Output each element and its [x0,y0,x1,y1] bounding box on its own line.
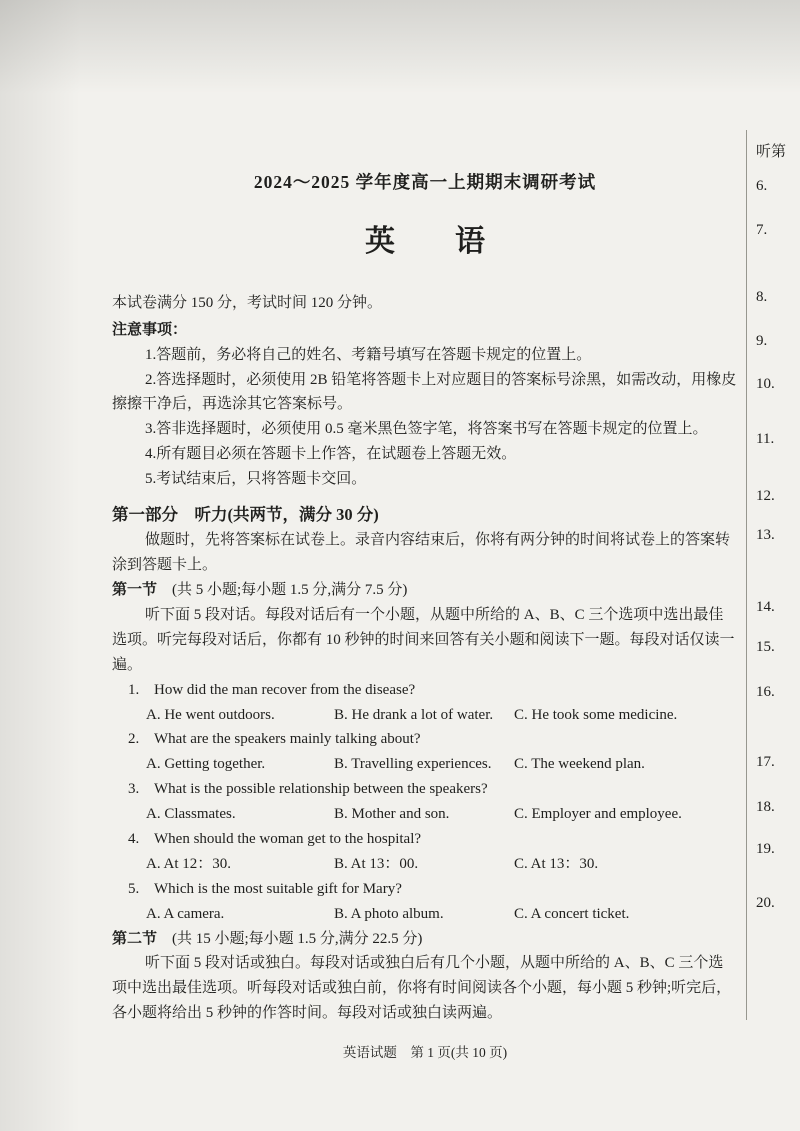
notice-item: 2.答选择题时，必须使用 2B 铅笔将答题卡上对应题目的答案标号涂黑，如需改动，用橡皮擦擦干净后，再选涂其它答案标号。 [112,371,737,413]
question-stem [112,777,738,802]
section1-heading [112,578,738,603]
edge-question-number: 16. [756,684,775,700]
question-3 [112,777,738,827]
edge-question-number: 15. [756,639,775,655]
question-5 [112,877,738,927]
question-number: 5. [128,880,140,897]
edge-question-number: 8. [756,289,768,305]
option-b: B. At 13：00. [334,855,419,872]
adjacent-page-edge [746,130,800,1020]
option-a: A. He went outdoors. [146,706,275,723]
option-c: C. The weekend plan. [514,756,645,773]
option-b: B. Travelling experiences. [334,756,492,773]
question-stem [112,727,738,752]
option-a: A. At 12：30. [146,855,232,872]
option-a: A. A camera. [146,905,225,922]
question-options [112,852,738,877]
question-2 [112,727,738,777]
edge-question-number: 18. [756,799,775,815]
edge-question-number: 10. [756,376,775,392]
question-text: How did the man recover from the disease? [154,681,416,698]
page-footer: 英语试题 第 1 页(共 10 页) [342,1045,508,1061]
question-list [112,678,738,927]
notice-title: 注意事项： [112,321,188,338]
question-text: When should the woman get to the hospital? [154,831,422,848]
part1-heading: 第一部分 听力(共两节，满分 30 分) [112,504,379,524]
edge-question-number: 12. [756,488,775,504]
question-options [112,802,738,827]
question-options [112,703,738,728]
question-text: What are the speakers mainly talking about? [154,731,421,748]
edge-question-number: 9. [756,333,768,349]
question-stem [112,827,738,852]
section1-instructions: 听下面 5 段对话。每段对话后有一个小题，从题中所给的 A、B、C 三个选项中选出最佳选项。听完每段对话后，你都有 10 秒钟的时间来回答有关小题和阅读下一题。每段对话仅读一遍。 [112,607,735,673]
edge-question-number: 6. [756,178,768,194]
edge-question-number: 17. [756,754,775,770]
section1-label: 第一节 [112,582,158,599]
question-number: 2. [128,731,140,748]
section2-heading [112,927,738,952]
question-stem [112,877,738,902]
question-1 [112,678,738,728]
part1-intro: 做题时，先将答案标在试卷上。录音内容结束后，你将有两分钟的时间将试卷上的答案转涂到答题卡上。 [112,532,731,574]
option-c: C. At 13：30. [514,855,599,872]
section1-meta: (共 5 小题;每小题 1.5 分,满分 7.5 分) [157,582,408,599]
notice-item: 3.答非选择题时，必须使用 0.5 毫米黑色签字笔，将答案书写在答题卡规定的位置上。 [145,421,708,438]
option-b: B. A photo album. [334,905,444,922]
section2-label: 第二节 [112,930,158,947]
notice-item: 1.答题前，务必将自己的姓名、考籍号填写在答题卡规定的位置上。 [145,346,592,363]
exam-info-line: 本试卷满分 150 分，考试时间 120 分钟。 [112,294,383,311]
question-text: Which is the most suitable gift for Mary? [154,880,402,897]
notice-item: 4.所有题目必须在答题卡上作答，在试题卷上答题无效。 [145,446,517,463]
edge-question-number: 13. [756,527,775,543]
notice-item: 5.考试结束后，只将答题卡交回。 [145,471,367,488]
edge-question-number: 14. [756,599,775,615]
option-c: C. A concert ticket. [514,905,630,922]
option-a: A. Getting together. [146,756,266,773]
question-4 [112,827,738,877]
question-options [112,752,738,777]
edge-question-number: 20. [756,895,775,911]
page-content [112,168,738,1065]
edge-question-number: 7. [756,222,768,238]
option-c: C. He took some medicine. [514,706,678,723]
question-number: 3. [128,781,140,798]
option-c: C. Employer and employee. [514,806,682,823]
exam-session-title: 2024～2025 学年度高一上期期末调研考试 [253,172,597,192]
option-b: B. He drank a lot of water. [334,706,494,723]
option-a: A. Classmates. [146,806,236,823]
section2-meta: (共 15 小题;每小题 1.5 分,满分 22.5 分) [157,930,423,947]
question-text: What is the possible relationship between the speakers? [154,781,488,798]
edge-question-number: 19. [756,841,775,857]
edge-question-number: 11. [756,431,775,447]
question-number: 4. [128,831,140,848]
question-options [112,902,738,927]
question-number: 1. [128,681,140,698]
subject-title: 英 语 [365,225,485,259]
option-b: B. Mother and son. [334,806,450,823]
section2-instructions: 听下面 5 段对话或独白。每段对话或独白后有几个小题，从题中所给的 A、B、C 三个选项中选出最佳选项。听每段对话或独白前，你将有时间阅读各个小题，每小题 5 秒钟;听完后，各小题将给出 5 秒钟的作答时间。每段对话或独白读两遍。 [112,955,732,1022]
notice-list [112,343,738,492]
edge-text-fragment: 听第 [756,144,787,160]
question-stem [112,678,738,703]
